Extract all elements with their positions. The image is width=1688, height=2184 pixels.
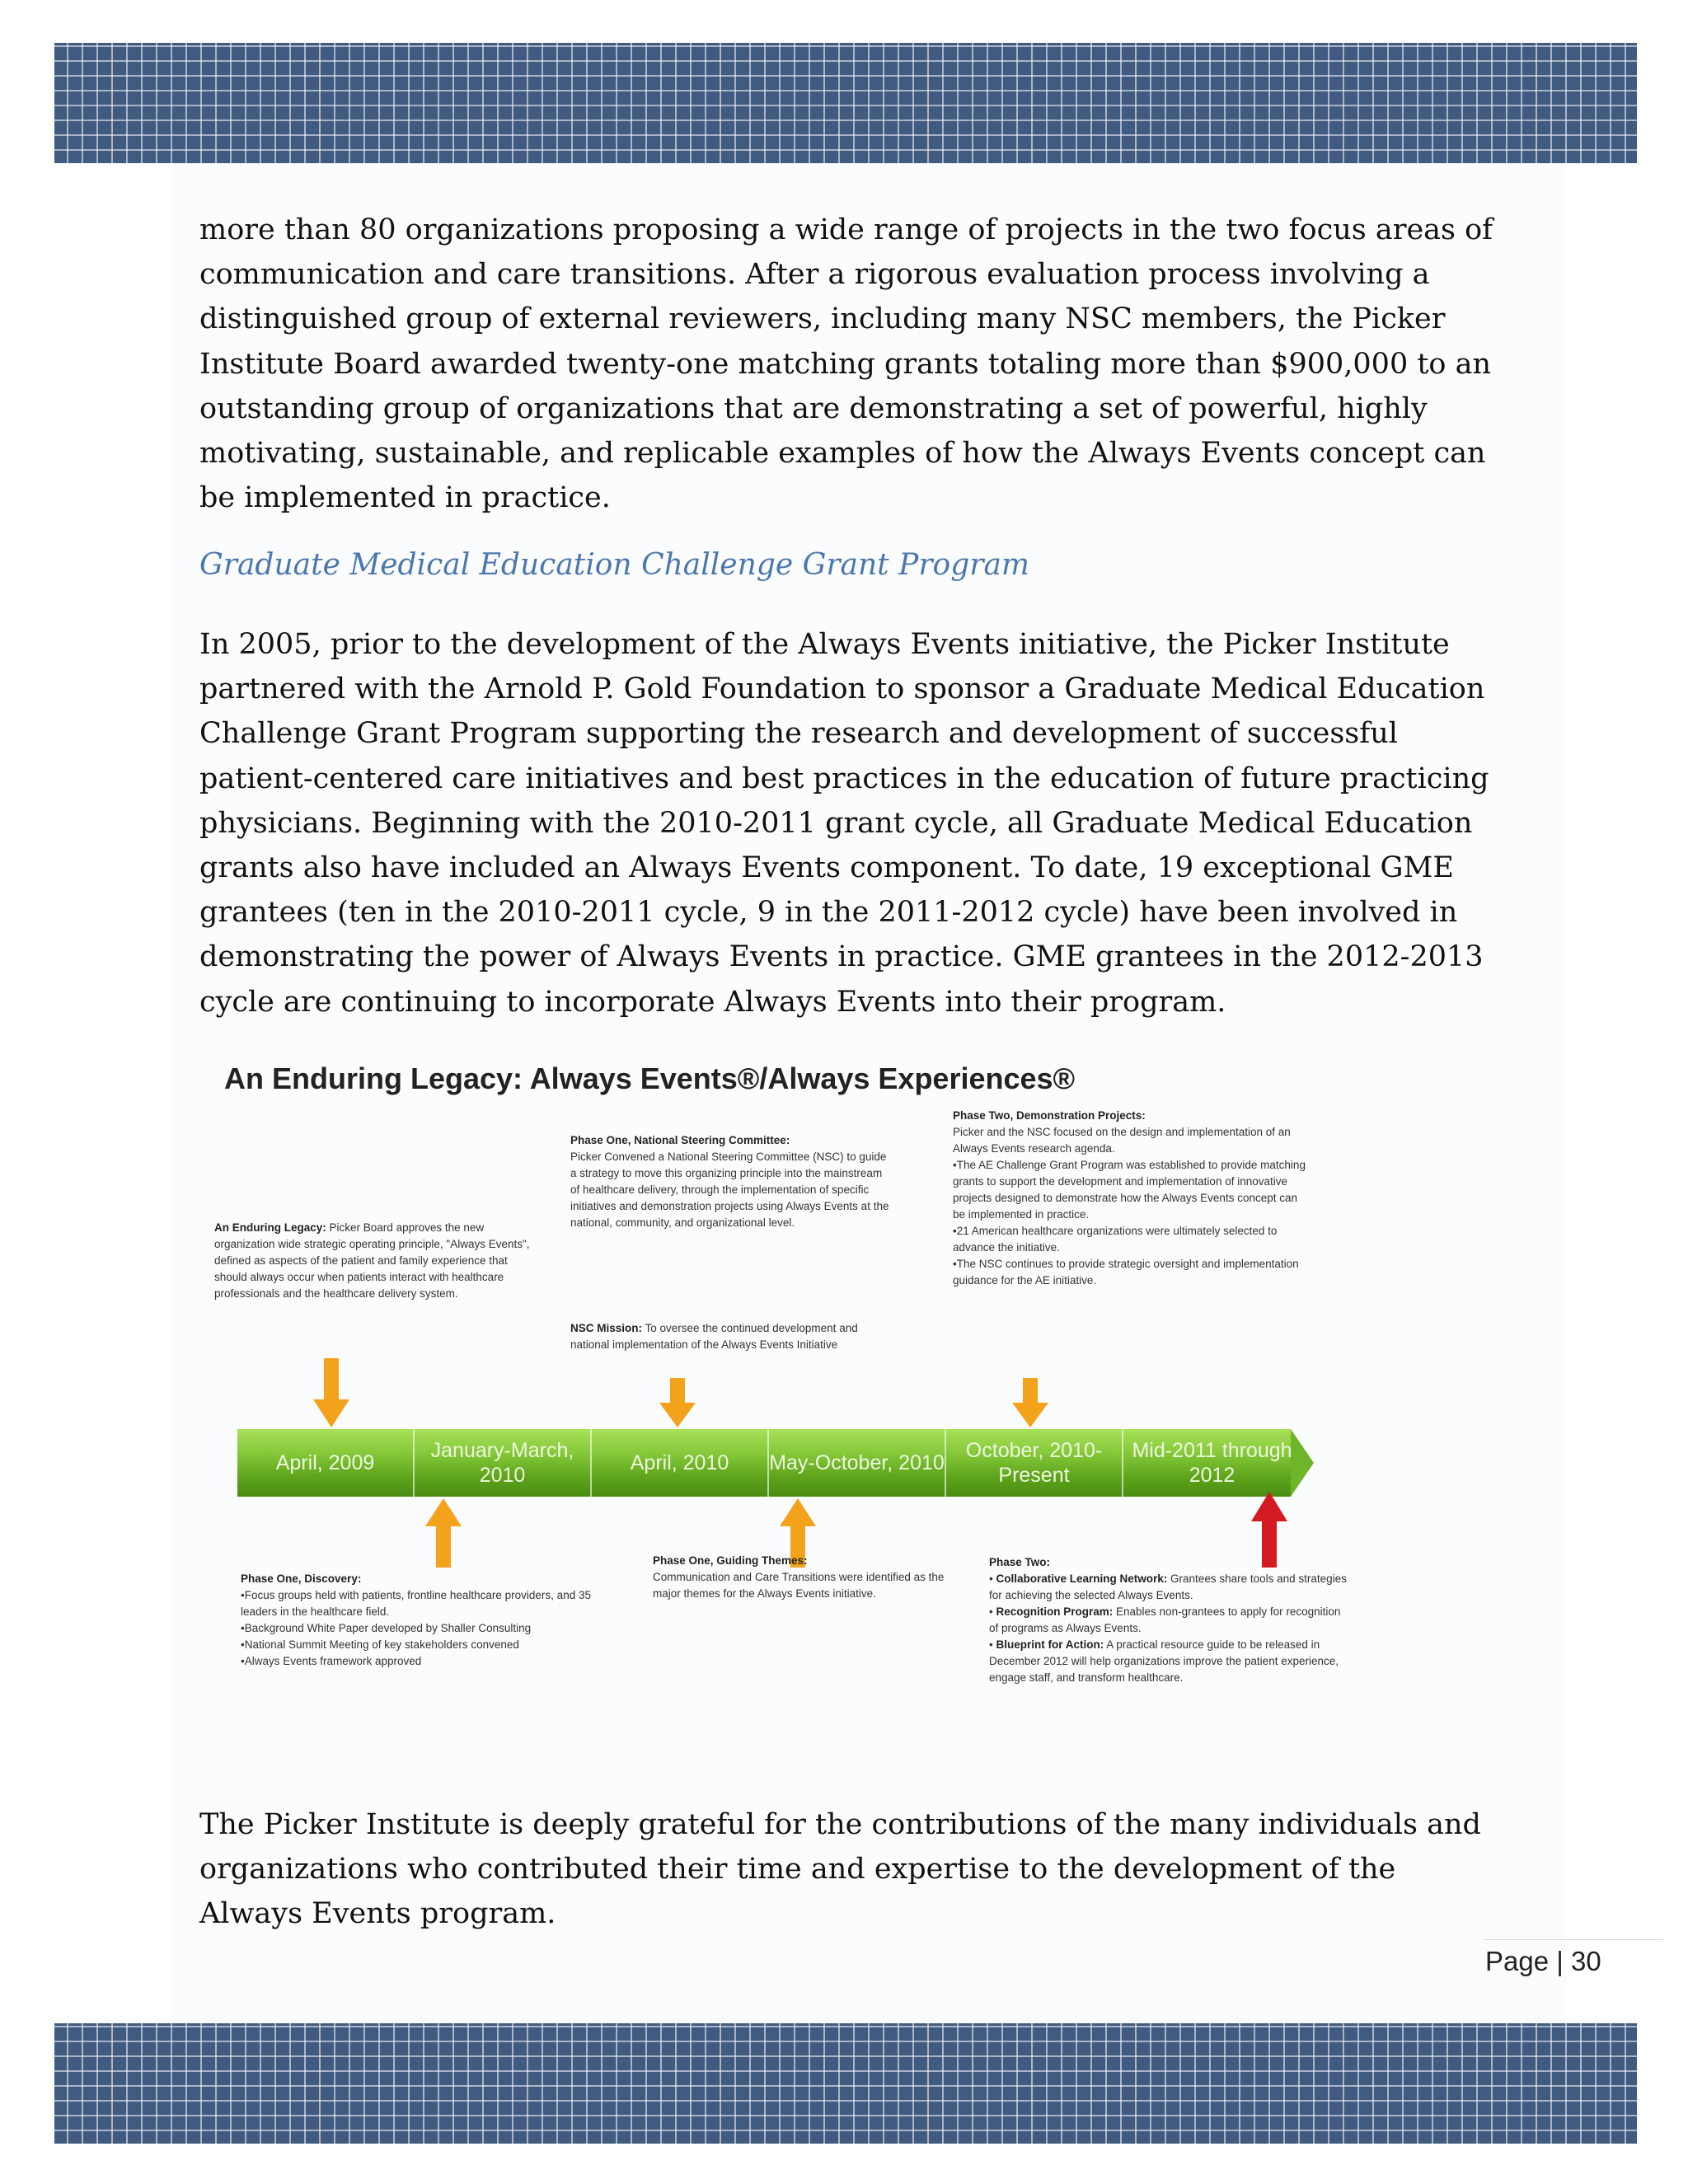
note-bullet: •21 American healthcare organizations were ultimately selected to advance the initiative. (953, 1225, 1278, 1254)
note-heading: Phase Two: (989, 1556, 1051, 1568)
note-discovery (241, 1571, 628, 1670)
footer-pattern-band (54, 2023, 1637, 2144)
note-item-text: Enables non-grantees to apply for recognition of programs as Always Events. (989, 1605, 1341, 1634)
note-item: • Recognition Program: Enables non-grantees to apply for recognition of programs as Always Events. (989, 1605, 1341, 1634)
body-paragraph-intro: more than 80 organizations proposing a wide range of projects in the two focus areas of communication and care transitions. After a rigorous evaluation process involving a distinguished group of external reviewers, including many NSC members, the Picker Institute Board awarded twenty-one matching grants totaling more than $900,000 to an outstanding group of organizations that are demonstrating a set of powerful, highly motivating, sustainable, and replicable examples of how the Always Events concept can be implemented in practice. (199, 213, 1493, 515)
note-national-steering-committee (570, 1132, 892, 1231)
legacy-timeline-figure (185, 1057, 1368, 1765)
note-item-text: A practical resource guide to be released in December 2012 will help organizations improve the patient experience, engage staff, and transform healthcare. (989, 1638, 1339, 1684)
body-paragraph-closing: The Picker Institute is deeply grateful for the contributions of the many individuals and organizations who contributed their time and expertise to the development of the Always Events program. (199, 1808, 1481, 1931)
timeline-bar (237, 1429, 1325, 1497)
timeline-segment: April, 2009 (237, 1429, 415, 1497)
note-phase-two (989, 1554, 1352, 1686)
figure-title: An Enduring Legacy: Always Events®/Always Experiences® (224, 1062, 1076, 1095)
arrow-down-icon (1012, 1378, 1048, 1427)
note-heading: Phase Two, Demonstration Projects: (953, 1109, 1146, 1122)
note-nsc-mission (570, 1320, 892, 1353)
note-item: • Collaborative Learning Network: Grantees share tools and strategies for achieving the selected Always Events. (989, 1572, 1347, 1601)
timeline-segment: Mid-2011 through 2012 (1132, 1439, 1292, 1487)
note-enduring-legacy (214, 1220, 536, 1302)
note-heading: Phase One, National Steering Committee: (570, 1134, 790, 1146)
note-intro: Picker and the NSC focused on the design and implementation of an Always Events research agenda. (953, 1126, 1291, 1155)
section-heading: Graduate Medical Education Challenge Grant Program (199, 548, 1030, 582)
note-guiding-themes (653, 1553, 969, 1602)
note-item-label: Collaborative Learning Network: (996, 1572, 1168, 1585)
arrow-down-icon (313, 1358, 349, 1427)
note-bullet: •National Summit Meeting of key stakeholders convened (241, 1638, 519, 1651)
note-item-text: Grantees share tools and strategies for achieving the selected Always Events. (989, 1572, 1347, 1601)
note-body: Picker Board approves the new organization wide strategic operating principle, "Always Events", defined as aspects of the patient and family experience that should always occur when patients interact with healthcare professionals and the healthcare delivery system. (214, 1221, 530, 1300)
note-bullet: •Background White Paper developed by Shaller Consulting (241, 1622, 532, 1634)
note-body: Picker Convened a National Steering Committee (NSC) to guide a strategy to move this organizing principle into the mainstream of healthcare delivery, through the implementation of specific initiatives and demonstration projects using Always Events at the national, community, and organizational level. (570, 1151, 889, 1229)
note-heading: NSC Mission: (570, 1322, 643, 1334)
note-bullet: •The NSC continues to provide strategic oversight and implementation guidance for the AE initiative. (953, 1258, 1299, 1286)
header-pattern-band (54, 43, 1637, 163)
timeline-segment: January-March, 2010 (415, 1429, 592, 1497)
note-body: To oversee the continued development and national implementation of the Always Events Initiative (570, 1322, 858, 1351)
note-bullet: •Focus groups held with patients, frontline healthcare providers, and 35 leaders in the healthcare field. (241, 1589, 591, 1618)
timeline-segment: October, 2010-Present (946, 1429, 1123, 1497)
timeline-segment: May-October, 2010 (769, 1429, 946, 1497)
note-item-label: Recognition Program: (996, 1605, 1114, 1618)
note-heading: An Enduring Legacy: (214, 1221, 326, 1234)
body-paragraph-gme: In 2005, prior to the development of the Always Events initiative, the Picker Institute partnered with the Arnold P. Gold Foundation to sponsor a Graduate Medical Education Challenge Grant Program supporting the research and development of successful patient-centered care initiatives and best practices in the education of future practicing physicians. Beginning with the 2010-2011 grant cycle, all Graduate Medical Education grants also have included an Always Events component. To date, 19 exceptional GME grantees (ten in the 2010-2011 cycle, 9 in the 2011-2012 cycle) have been involved in demonstrating the power of Always Events in practice. GME grantees in the 2012-2013 cycle are continuing to incorporate Always Events into their program. (199, 628, 1489, 1019)
arrow-up-icon (425, 1498, 462, 1568)
note-item: • Blueprint for Action: A practical resource guide to be released in December 2012 will help organizations improve the patient experience, engage staff, and transform healthcare. (989, 1638, 1339, 1684)
page-number: Page | 30 (1485, 1946, 1601, 1976)
note-item-label: Blueprint for Action: (996, 1638, 1104, 1651)
note-heading: Phase One, Guiding Themes: (653, 1554, 808, 1567)
arrow-down-icon (659, 1378, 696, 1427)
note-bullet: •Always Events framework approved (241, 1655, 422, 1667)
timeline-segment: April, 2010 (592, 1429, 769, 1497)
note-bullet: •The AE Challenge Grant Program was established to provide matching grants to support the development and implementation of innovative projects designed to demonstrate how the Always Events concept can be implemented in practice. (953, 1159, 1306, 1221)
footer-divider (1484, 1939, 1663, 1940)
note-heading: Phase One, Discovery: (241, 1572, 362, 1585)
note-demonstration-projects (953, 1108, 1307, 1289)
note-body: Communication and Care Transitions were identified as the major themes for the Always Events initiative. (653, 1571, 945, 1600)
